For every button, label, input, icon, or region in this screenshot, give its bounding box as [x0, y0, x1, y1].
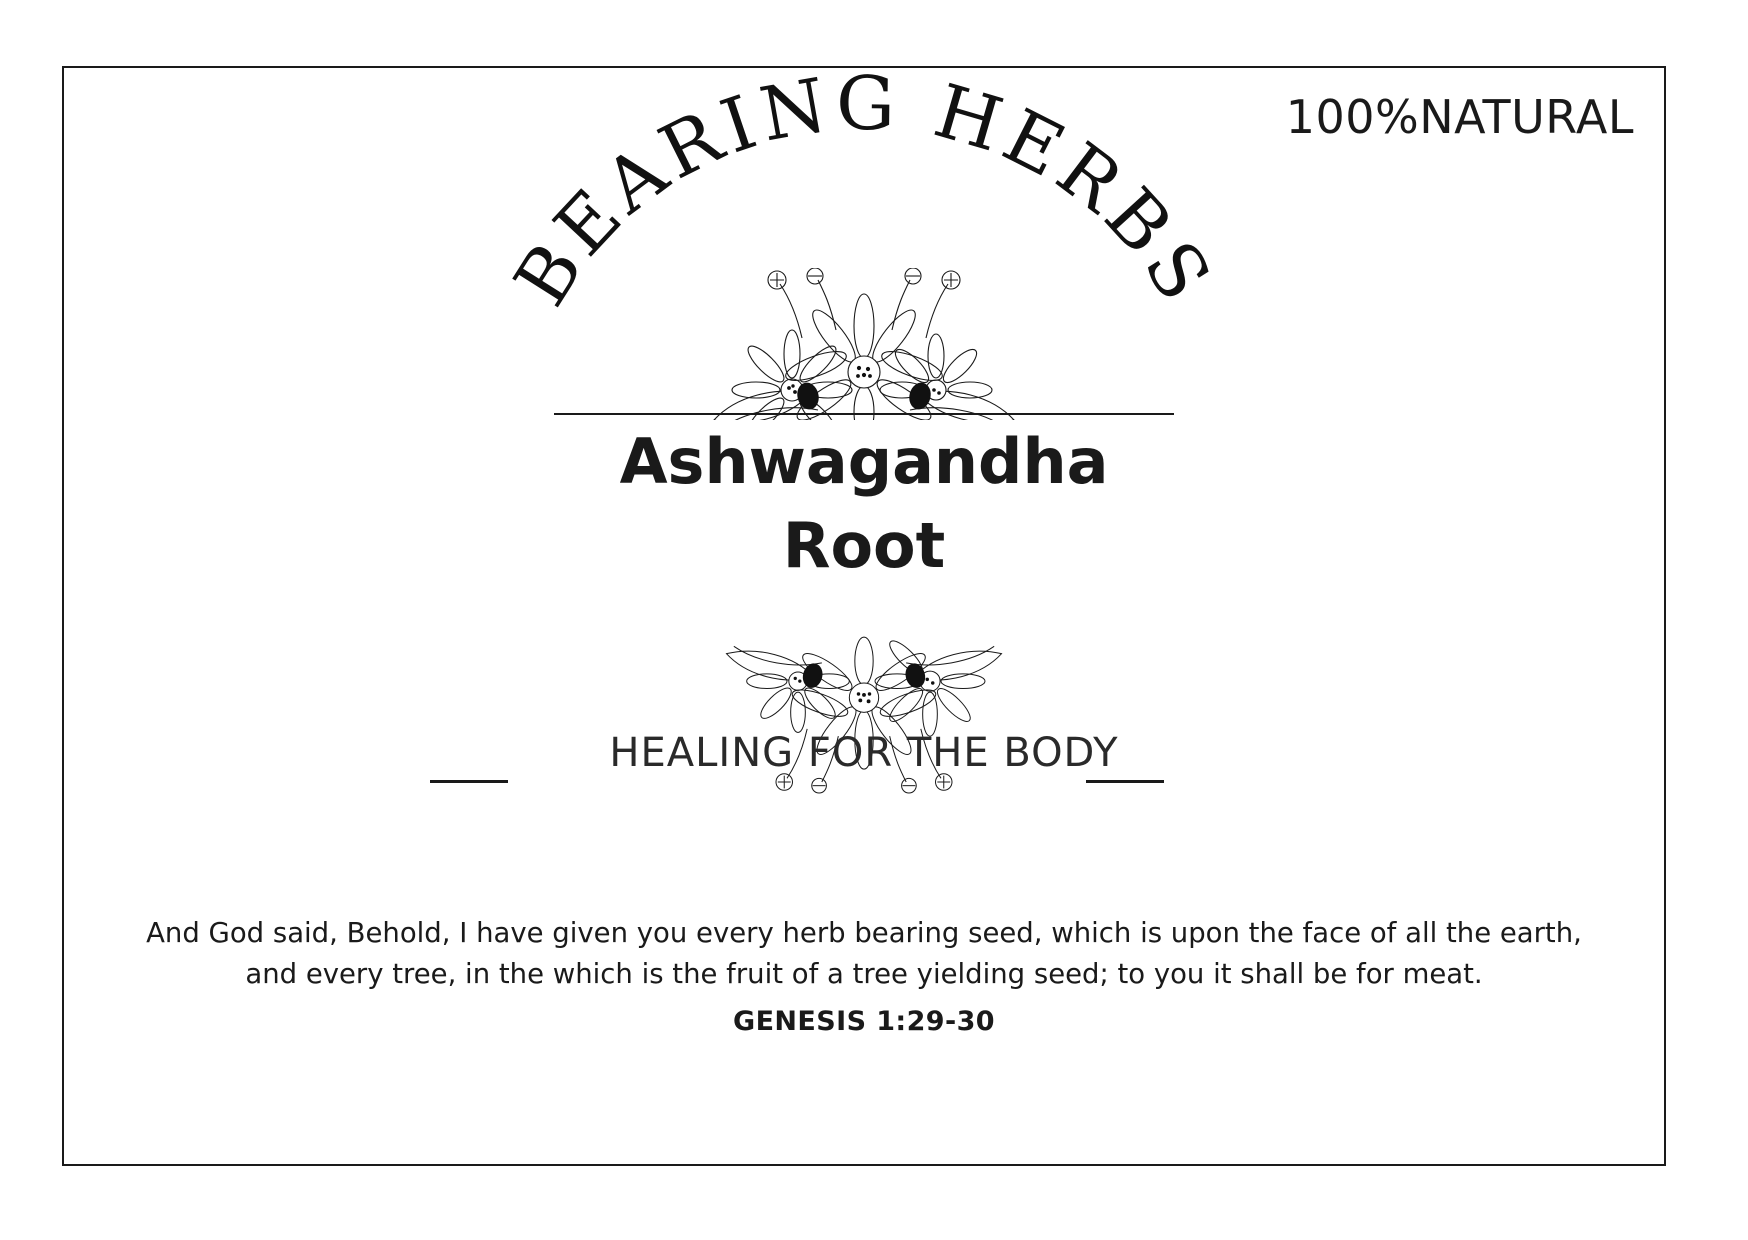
label-border-frame — [62, 60, 1666, 1166]
product-title-line-1: Ashwagandha — [414, 420, 1314, 504]
tagline: HEALING FOR THE BODY — [609, 730, 1119, 776]
brand-name-text: BEARING HERBS — [498, 60, 1230, 321]
scripture-reference: GENESIS 1:29-30 — [733, 1005, 995, 1037]
tagline-dash-left — [430, 780, 508, 783]
product-title-line-2: Root — [414, 504, 1314, 588]
product-title — [414, 420, 1314, 587]
tagline-dash-right — [1086, 780, 1164, 783]
natural-badge: 100%NATURAL — [1285, 90, 1634, 144]
scripture-text: And God said, Behold, I have given you every herb bearing seed, which is upon the face of all the earth, and every tree, in the which is the fruit of a tree yielding seed; to you it shall be for meat. — [146, 917, 1582, 991]
floral-bottom-icon — [699, 628, 1029, 808]
title-rule-top — [554, 413, 1174, 415]
scripture-block — [144, 913, 1584, 1042]
